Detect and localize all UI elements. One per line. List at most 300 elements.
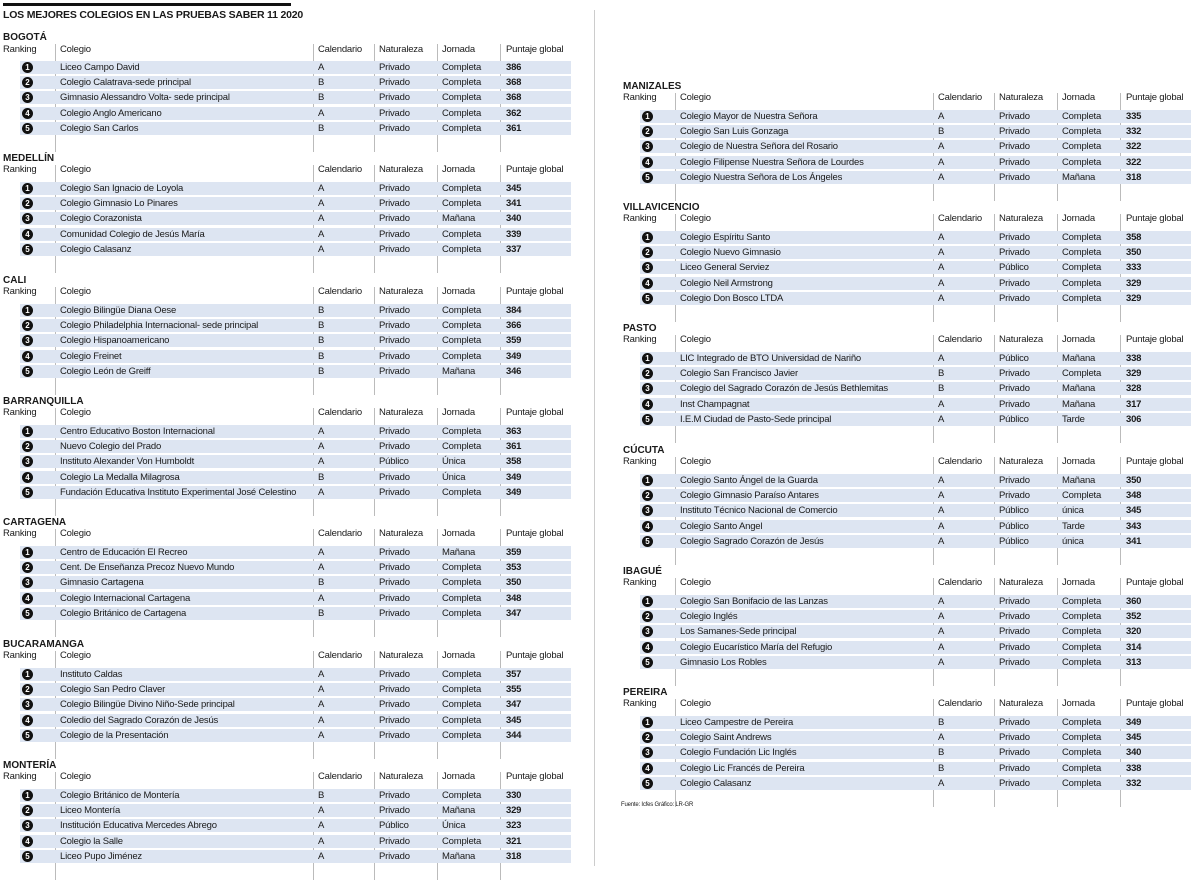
- school-name-cell: Colegio Bilingüe Divino Niño-Sede principal: [60, 699, 235, 711]
- schedule-cell: Completa: [1062, 368, 1102, 380]
- school-name-cell: Instituto Caldas: [60, 669, 123, 680]
- schedule-cell: Mañana: [1062, 475, 1096, 486]
- column-header: Puntaje global: [506, 44, 564, 55]
- schedule-cell: Mañana: [442, 213, 476, 225]
- nature-cell: Público: [999, 520, 1029, 532]
- school-name-cell: Instituto Alexander Von Humboldt: [60, 456, 195, 468]
- school-name-cell: Liceo General Serviez: [680, 262, 770, 274]
- score-cell: 352: [1126, 611, 1142, 623]
- score-cell: 337: [506, 243, 522, 255]
- schedule-cell: Completa: [442, 729, 482, 741]
- score-cell: 349: [506, 350, 522, 362]
- city-title: BUCARAMANGA: [3, 639, 85, 650]
- schedule-cell: Completa: [442, 577, 482, 589]
- score-cell: 323: [506, 820, 522, 832]
- rank-badge: 1: [22, 669, 33, 680]
- schedule-cell: única: [1062, 535, 1084, 547]
- rank-badge: 2: [642, 126, 653, 137]
- calendar-cell: A: [318, 107, 325, 119]
- score-cell: 360: [1126, 596, 1142, 607]
- column-header: Calendario: [938, 334, 982, 345]
- school-name-cell: Liceo Pupo Jiménez: [60, 850, 142, 862]
- score-cell: 318: [1126, 171, 1142, 183]
- school-name-cell: Colegio Fundación Lic Inglés: [680, 747, 797, 759]
- calendar-cell: A: [318, 669, 325, 680]
- school-name-cell: Nuevo Colegio del Prado: [60, 441, 162, 453]
- schedule-cell: Completa: [1062, 762, 1102, 774]
- nature-cell: Privado: [379, 684, 410, 696]
- score-cell: 349: [1126, 717, 1142, 728]
- calendar-cell: A: [938, 156, 945, 168]
- school-name-cell: Colegio Bilingüe Diana Oese: [60, 305, 177, 316]
- title-rule: [3, 3, 291, 6]
- calendar-cell: A: [318, 62, 325, 73]
- schedule-cell: Completa: [442, 62, 482, 73]
- column-header: Puntaje global: [1126, 577, 1184, 588]
- nature-cell: Privado: [999, 171, 1030, 183]
- school-name-cell: Coledio del Sagrado Corazón de Jesús: [60, 714, 219, 726]
- column-header: Calendario: [318, 407, 362, 418]
- score-cell: 338: [1126, 762, 1142, 774]
- score-cell: 348: [1126, 490, 1142, 502]
- column-header: Jornada: [1062, 456, 1095, 467]
- calendar-cell: A: [938, 596, 945, 607]
- schedule-cell: Mañana: [442, 365, 476, 377]
- score-cell: 345: [506, 714, 522, 726]
- column-header: Puntaje global: [506, 528, 564, 539]
- school-name-cell: Gimnasio Los Robles: [680, 656, 767, 668]
- school-name-cell: Centro de Educación El Recreo: [60, 547, 188, 558]
- calendar-cell: A: [938, 141, 945, 153]
- schedule-cell: Completa: [442, 607, 482, 619]
- nature-cell: Privado: [379, 714, 410, 726]
- nature-cell: Privado: [379, 562, 410, 574]
- school-name-cell: Los Samanes-Sede principal: [680, 626, 797, 638]
- school-name-cell: Colegio la Salle: [60, 835, 123, 847]
- schedule-cell: Completa: [442, 107, 482, 119]
- column-header: Naturaleza: [379, 286, 423, 297]
- column-header: Calendario: [318, 528, 362, 539]
- school-name-cell: Colegio de Nuestra Señora del Rosario: [680, 141, 838, 153]
- rank-badge: 5: [22, 851, 33, 862]
- rank-badge: 5: [642, 414, 653, 425]
- city-section: [0, 639, 574, 759]
- rank-badge: 3: [642, 505, 653, 516]
- nature-cell: Privado: [999, 490, 1030, 502]
- school-name-cell: Colegio Espíritu Santo: [680, 232, 771, 243]
- schedule-cell: Completa: [1062, 777, 1102, 789]
- nature-cell: Público: [999, 505, 1029, 517]
- nature-cell: Privado: [379, 669, 410, 680]
- score-cell: 361: [506, 122, 522, 134]
- school-name-cell: Colegio Gimnasio Paraíso Antares: [680, 490, 819, 502]
- nature-cell: Privado: [999, 292, 1030, 304]
- rank-badge: 3: [22, 92, 33, 103]
- calendar-cell: B: [318, 471, 325, 483]
- calendar-cell: A: [318, 228, 325, 240]
- calendar-cell: B: [318, 122, 325, 134]
- city-title: CARTAGENA: [3, 517, 67, 528]
- nature-cell: Privado: [379, 547, 410, 558]
- schedule-cell: Única: [442, 820, 466, 832]
- school-name-cell: Gimnasio Cartagena: [60, 577, 144, 589]
- rank-badge: 5: [642, 657, 653, 668]
- nature-cell: Privado: [379, 107, 410, 119]
- calendar-cell: A: [938, 535, 945, 547]
- score-cell: 368: [506, 77, 522, 89]
- column-header: Ranking: [3, 528, 37, 539]
- nature-cell: Privado: [379, 441, 410, 453]
- column-header: Jornada: [1062, 334, 1095, 345]
- calendar-cell: B: [938, 717, 945, 728]
- score-cell: 329: [1126, 277, 1142, 289]
- rank-badge: 5: [22, 123, 33, 134]
- schedule-cell: Completa: [1062, 292, 1102, 304]
- rank-badge: 5: [22, 366, 33, 377]
- city-title: MONTERÍA: [3, 760, 57, 771]
- column-header: Jornada: [442, 44, 475, 55]
- nature-cell: Privado: [999, 156, 1030, 168]
- nature-cell: Privado: [379, 228, 410, 240]
- score-cell: 345: [1126, 505, 1142, 517]
- rank-badge: 3: [22, 820, 33, 831]
- schedule-cell: Completa: [442, 335, 482, 347]
- rank-badge: 2: [642, 490, 653, 501]
- schedule-cell: Completa: [442, 198, 482, 210]
- schedule-cell: Completa: [1062, 626, 1102, 638]
- column-header: Naturaleza: [999, 334, 1043, 345]
- score-cell: 361: [506, 441, 522, 453]
- column-header: Puntaje global: [506, 407, 564, 418]
- column-header: Ranking: [3, 771, 37, 782]
- nature-cell: Privado: [999, 277, 1030, 289]
- calendar-cell: A: [318, 820, 325, 832]
- column-header: Ranking: [3, 164, 37, 175]
- score-cell: 313: [1126, 656, 1142, 668]
- calendar-cell: A: [938, 732, 945, 744]
- school-name-cell: Colegio Freinet: [60, 350, 122, 362]
- schedule-cell: Completa: [442, 441, 482, 453]
- school-name-cell: Colegio Anglo Americano: [60, 107, 162, 119]
- score-cell: 322: [1126, 141, 1142, 153]
- city-section: [0, 32, 574, 152]
- rank-badge: 4: [22, 108, 33, 119]
- column-header: Naturaleza: [379, 771, 423, 782]
- calendar-cell: A: [318, 213, 325, 225]
- score-cell: 350: [506, 577, 522, 589]
- score-cell: 359: [506, 335, 522, 347]
- score-cell: 335: [1126, 111, 1142, 122]
- school-name-cell: Colegio Lic Francés de Pereira: [680, 762, 805, 774]
- calendar-cell: A: [318, 805, 325, 817]
- column-header: Calendario: [318, 286, 362, 297]
- score-cell: 350: [1126, 475, 1142, 486]
- nature-cell: Privado: [999, 641, 1030, 653]
- rank-badge: 1: [642, 717, 653, 728]
- schedule-cell: Completa: [1062, 262, 1102, 274]
- rank-badge: 4: [22, 472, 33, 483]
- column-header: Ranking: [3, 44, 37, 55]
- nature-cell: Privado: [999, 717, 1030, 728]
- city-section: [620, 202, 1194, 322]
- score-cell: 343: [1126, 520, 1142, 532]
- city-section: [620, 445, 1194, 565]
- rank-badge: 2: [642, 611, 653, 622]
- school-name-cell: Colegio San Luis Gonzaga: [680, 126, 789, 138]
- school-name-cell: Colegio de la Presentación: [60, 729, 169, 741]
- nature-cell: Privado: [999, 383, 1030, 395]
- column-header: Naturaleza: [999, 456, 1043, 467]
- school-name-cell: Colegio Británico de Cartagena: [60, 607, 187, 619]
- school-name-cell: Colegio Don Bosco LTDA: [680, 292, 784, 304]
- rank-badge: 4: [642, 642, 653, 653]
- calendar-cell: B: [318, 320, 325, 332]
- rank-badge: 4: [22, 836, 33, 847]
- score-cell: 341: [506, 198, 522, 210]
- rank-badge: 5: [22, 244, 33, 255]
- schedule-cell: Completa: [442, 684, 482, 696]
- school-name-cell: Colegio Saint Andrews: [680, 732, 772, 744]
- nature-cell: Privado: [379, 183, 410, 194]
- schedule-cell: Completa: [1062, 641, 1102, 653]
- nature-cell: Privado: [999, 398, 1030, 410]
- school-name-cell: Colegio del Sagrado Corazón de Jesús Bethlemitas: [680, 383, 888, 395]
- nature-cell: Privado: [379, 213, 410, 225]
- calendar-cell: A: [318, 183, 325, 194]
- score-cell: 347: [506, 607, 522, 619]
- column-header: Colegio: [680, 92, 711, 103]
- schedule-cell: Mañana: [442, 850, 476, 862]
- school-name-cell: Colegio San Francisco Javier: [680, 368, 798, 380]
- school-name-cell: Colegio Gimnasio Lo Pinares: [60, 198, 178, 210]
- school-name-cell: Colegio Calatrava-sede principal: [60, 77, 191, 89]
- column-header: Colegio: [680, 213, 711, 224]
- score-cell: 363: [506, 426, 522, 437]
- column-header: Jornada: [442, 286, 475, 297]
- school-name-cell: Colegio Neil Armstrong: [680, 277, 773, 289]
- rank-badge: 1: [642, 475, 653, 486]
- schedule-cell: Completa: [1062, 232, 1102, 243]
- score-cell: 329: [1126, 368, 1142, 380]
- schedule-cell: Completa: [442, 305, 482, 316]
- school-name-cell: Colegio Internacional Cartagena: [60, 592, 191, 604]
- score-cell: 358: [506, 456, 522, 468]
- calendar-cell: B: [318, 577, 325, 589]
- calendar-cell: A: [318, 729, 325, 741]
- column-header: Puntaje global: [1126, 92, 1184, 103]
- rank-badge: 1: [22, 426, 33, 437]
- score-cell: 314: [1126, 641, 1142, 653]
- column-header: Colegio: [60, 407, 91, 418]
- nature-cell: Privado: [379, 699, 410, 711]
- nature-cell: Público: [999, 413, 1029, 425]
- school-name-cell: Instituto Técnico Nacional de Comercio: [680, 505, 838, 517]
- calendar-cell: A: [938, 626, 945, 638]
- calendar-cell: A: [938, 171, 945, 183]
- column-header: Naturaleza: [379, 528, 423, 539]
- city-title: PEREIRA: [623, 687, 668, 698]
- city-section: [0, 517, 574, 637]
- rank-badge: 1: [642, 111, 653, 122]
- column-header: Naturaleza: [999, 213, 1043, 224]
- score-cell: 328: [1126, 383, 1142, 395]
- school-name-cell: Colegio Santo Angel: [680, 520, 763, 532]
- column-header: Colegio: [680, 334, 711, 345]
- column-header: Ranking: [3, 650, 37, 661]
- school-name-cell: Centro Educativo Boston Internacional: [60, 426, 215, 437]
- calendar-cell: A: [318, 243, 325, 255]
- school-name-cell: Colegio Santo Ángel de la Guarda: [680, 475, 818, 486]
- rank-badge: 1: [642, 232, 653, 243]
- rank-badge: 4: [22, 715, 33, 726]
- score-cell: 332: [1126, 777, 1142, 789]
- nature-cell: Público: [999, 353, 1029, 364]
- calendar-cell: A: [318, 547, 325, 558]
- calendar-cell: B: [318, 790, 325, 801]
- nature-cell: Privado: [999, 475, 1030, 486]
- score-cell: 348: [506, 592, 522, 604]
- calendar-cell: B: [318, 77, 325, 89]
- rank-badge: 3: [22, 699, 33, 710]
- column-header: Naturaleza: [379, 44, 423, 55]
- rank-badge: 2: [22, 198, 33, 209]
- calendar-cell: B: [938, 368, 945, 380]
- nature-cell: Privado: [379, 790, 410, 801]
- school-name-cell: Colegio Corazonista: [60, 213, 142, 225]
- school-name-cell: Colegio Sagrado Corazón de Jesús: [680, 535, 824, 547]
- school-name-cell: Inst Champagnat: [680, 398, 750, 410]
- school-name-cell: LIC Integrado de BTO Universidad de Nariño: [680, 353, 862, 364]
- column-header: Colegio: [60, 164, 91, 175]
- city-section: [620, 81, 1194, 201]
- calendar-cell: A: [318, 714, 325, 726]
- school-name-cell: Colegio San Pedro Claver: [60, 684, 166, 696]
- schedule-cell: Completa: [1062, 141, 1102, 153]
- nature-cell: Privado: [999, 732, 1030, 744]
- calendar-cell: A: [938, 111, 945, 122]
- calendar-cell: A: [938, 641, 945, 653]
- rank-badge: 3: [22, 577, 33, 588]
- calendar-cell: A: [938, 232, 945, 243]
- school-name-cell: Colegio Eucarístico María del Refugio: [680, 641, 833, 653]
- calendar-cell: A: [318, 684, 325, 696]
- score-cell: 349: [506, 486, 522, 498]
- rank-badge: 3: [642, 626, 653, 637]
- rank-badge: 1: [642, 596, 653, 607]
- city-title: MANIZALES: [623, 81, 682, 92]
- school-name-cell: Colegio Calasanz: [680, 777, 752, 789]
- calendar-cell: B: [938, 747, 945, 759]
- column-header: Naturaleza: [999, 92, 1043, 103]
- rank-badge: 4: [642, 399, 653, 410]
- rank-badge: 2: [22, 805, 33, 816]
- schedule-cell: Completa: [442, 92, 482, 104]
- school-name-cell: Colegio Philadelphia Internacional- sede principal: [60, 320, 259, 332]
- column-header: Colegio: [60, 650, 91, 661]
- score-cell: 340: [1126, 747, 1142, 759]
- column-header: Naturaleza: [379, 164, 423, 175]
- rank-badge: 5: [642, 172, 653, 183]
- column-header: Ranking: [623, 698, 657, 709]
- rank-badge: 2: [22, 441, 33, 452]
- school-name-cell: Colegio Calasanz: [60, 243, 132, 255]
- city-title: PASTO: [623, 323, 657, 334]
- column-header: Puntaje global: [1126, 334, 1184, 345]
- score-cell: 345: [506, 183, 522, 194]
- school-name-cell: Colegio León de Greiff: [60, 365, 151, 377]
- calendar-cell: A: [938, 505, 945, 517]
- nature-cell: Público: [379, 820, 409, 832]
- rank-badge: 3: [22, 456, 33, 467]
- rank-badge: 2: [642, 247, 653, 258]
- nature-cell: Privado: [379, 805, 410, 817]
- nature-cell: Privado: [999, 247, 1030, 259]
- city-title: CÚCUTA: [623, 445, 665, 456]
- schedule-cell: Completa: [442, 243, 482, 255]
- column-header: Calendario: [938, 577, 982, 588]
- school-name-cell: I.E.M Ciudad de Pasto-Sede principal: [680, 413, 832, 425]
- school-name-cell: Liceo Montería: [60, 805, 121, 817]
- column-header: Colegio: [60, 528, 91, 539]
- column-header: Calendario: [938, 92, 982, 103]
- city-title: MEDELLÍN: [3, 153, 55, 164]
- city-section: [0, 153, 574, 273]
- calendar-cell: A: [318, 441, 325, 453]
- page-title: LOS MEJORES COLEGIOS EN LAS PRUEBAS SABER 11 2020: [3, 9, 304, 21]
- score-cell: 366: [506, 320, 522, 332]
- column-header: Ranking: [623, 577, 657, 588]
- score-cell: 368: [506, 92, 522, 104]
- score-cell: 329: [1126, 292, 1142, 304]
- calendar-cell: B: [318, 350, 325, 362]
- column-header: Colegio: [60, 286, 91, 297]
- column-header: Jornada: [442, 771, 475, 782]
- schedule-cell: Completa: [442, 835, 482, 847]
- nature-cell: Privado: [999, 232, 1030, 243]
- score-cell: 357: [506, 669, 522, 680]
- schedule-cell: Completa: [1062, 656, 1102, 668]
- score-cell: 306: [1126, 413, 1142, 425]
- city-title: CALI: [3, 275, 27, 286]
- score-cell: 355: [506, 684, 522, 696]
- schedule-cell: única: [1062, 505, 1084, 517]
- calendar-cell: A: [318, 198, 325, 210]
- school-name-cell: Gimnasio Alessandro Volta- sede principal: [60, 92, 230, 104]
- score-cell: 386: [506, 62, 522, 73]
- column-header: Calendario: [318, 44, 362, 55]
- score-cell: 321: [506, 835, 522, 847]
- source-credit: Fuente: Icfes Gráfico: LR-GR: [621, 802, 694, 808]
- schedule-cell: Completa: [442, 426, 482, 437]
- schedule-cell: Completa: [442, 714, 482, 726]
- school-name-cell: Colegio San Bonifacio de las Lanzas: [680, 596, 828, 607]
- score-cell: 317: [1126, 398, 1142, 410]
- score-cell: 318: [506, 850, 522, 862]
- nature-cell: Privado: [999, 656, 1030, 668]
- column-header: Puntaje global: [506, 771, 564, 782]
- schedule-cell: Tarde: [1062, 520, 1085, 532]
- rank-badge: 2: [22, 320, 33, 331]
- school-name-cell: Liceo Campo David: [60, 62, 140, 73]
- nature-cell: Privado: [379, 426, 410, 437]
- column-header: Calendario: [318, 164, 362, 175]
- column-divider: [594, 10, 595, 866]
- score-cell: 347: [506, 699, 522, 711]
- column-header: Puntaje global: [1126, 698, 1184, 709]
- column-header: Colegio: [60, 771, 91, 782]
- nature-cell: Privado: [379, 198, 410, 210]
- rank-badge: 3: [642, 141, 653, 152]
